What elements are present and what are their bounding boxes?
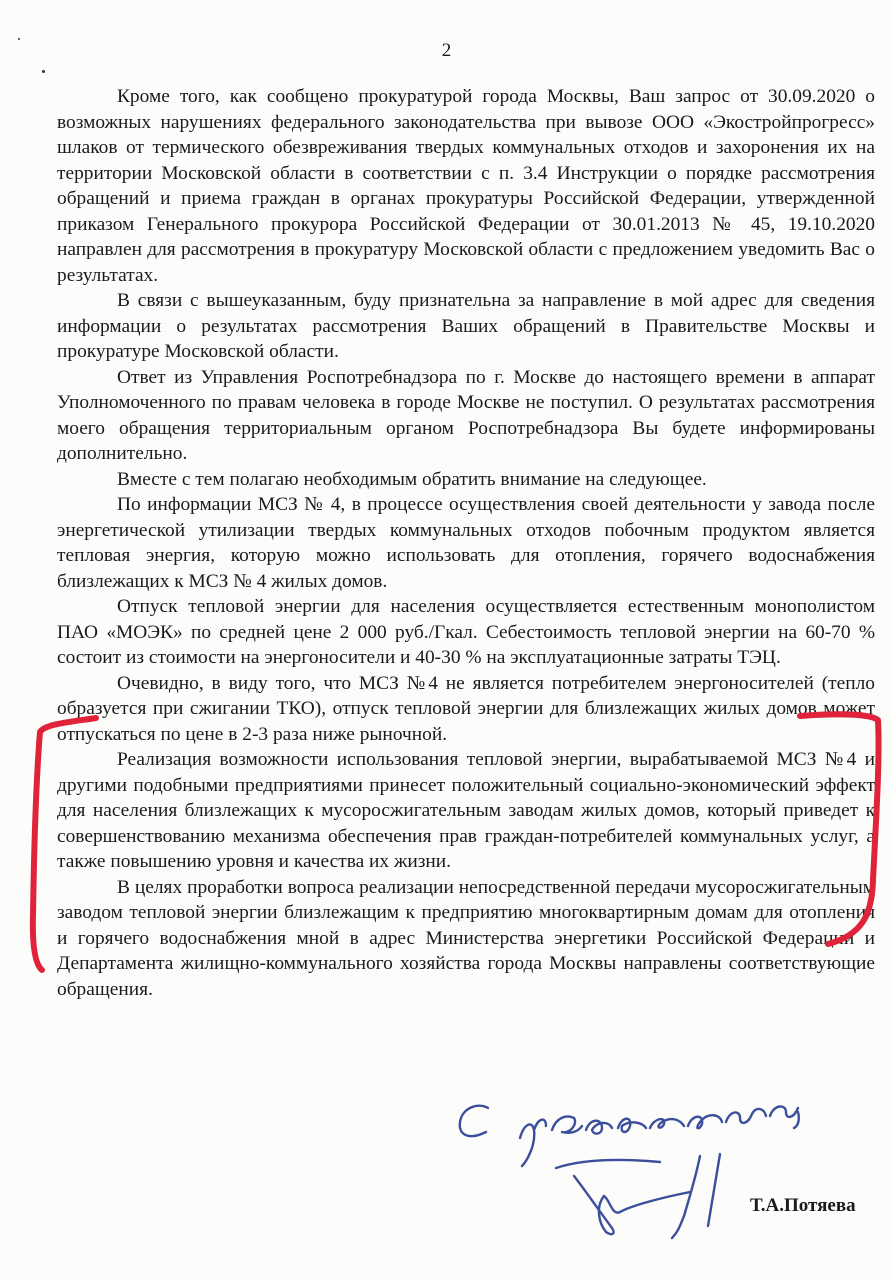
author-name: Т.А.Потяева [750,1195,856,1216]
letter-body [57,84,875,1002]
page-number: 2 [441,40,452,61]
paragraph: Отпуск тепловой энергии для населения осуществляется естественным монополистом ПАО «МОЭК» по средней цене 2 000 руб./Гкал. Себестоимость тепловой энергии на 60-70 % состоит из стоимости на энергоносители и 40-30 % на эксплуатационные затраты ТЭЦ. [57,596,875,668]
paragraph: В целях проработки вопроса реализации непосредственной передачи мусоросжигательным заводом тепловой энергии близлежащим к предприятию многоквартирным домам для отопления и горячего водоснабжения мной в адрес Министерства энергетики Российской Федерации и Департамента жилищно-коммунального хозяйства города Москвы направлены соответствующие обращения. [57,876,875,1000]
scan-speck [42,70,45,73]
paragraph: Вместе с тем полагаю необходимым обратить внимание на следующее. [117,468,707,490]
paragraph: Очевидно, в виду того, что МСЗ №4 не является потребителем энергоносителей (тепло образуется при сжигании ТКО), отпуск тепловой энергии для близлежащих жилых домов может отпускаться по цене в 2-3 раза ниже рыночной. [57,672,875,745]
paragraph: Ответ из Управления Роспотребнадзора по г. Москве до настоящего времени в аппарат Уполномоченного по правам человека в городе Москве не поступил. О результатах рассмотрения моего обращения территориальным органом Роспотребнадзора Вы будете информированы дополнительно. [57,366,875,464]
paragraph: По информации МСЗ № 4, в процессе осуществления своей деятельности у завода после энергетической утилизации твердых коммунальных отходов побочным продуктом является тепловая энергия, которую можно использовать для отопления, горячего водоснабжения близлежащих к МСЗ № 4 жилых домов. [57,494,875,592]
paragraph: Кроме того, как сообщено прокуратурой города Москвы, Ваш запрос от 30.09.2020 о возможных нарушениях федерального законодательства при вывозе ООО «Экостройпрогресс» шлаков от термического обезвреживания твердых коммунальных отходов и захоронения их на территории Московской области в соответствии с п. 3.4 Инструкции о порядке рассмотрения обращений и приема граждан в органах прокуратуры Российской Федерации, утвержденной приказом Генерального прокурора Российской Федерации от 30.01.2013 № 45, 19.10.2020 направлен для рассмотрения в прокуратуру Московской области с предложением уведомить Вас о результатах. [57,86,875,286]
paragraph: Реализация возможности использования тепловой энергии, вырабатываемой МСЗ №4 и другими подобными предприятиями принесет положительный социально-экономический эффект для населения близлежащих к мусоросжигательным заводам жилых домов, который приведет к совершенствованию механизма обеспечения прав граждан-потребителей коммунальных услуг, а также повышению уровня и качества их жизни. [57,749,875,872]
paragraph: В связи с вышеуказанным, буду признательна за направление в мой адрес для сведения информации о результатах рассмотрения Ваших обращений в Правительстве Москвы и прокуратуре Московской области. [57,290,875,362]
